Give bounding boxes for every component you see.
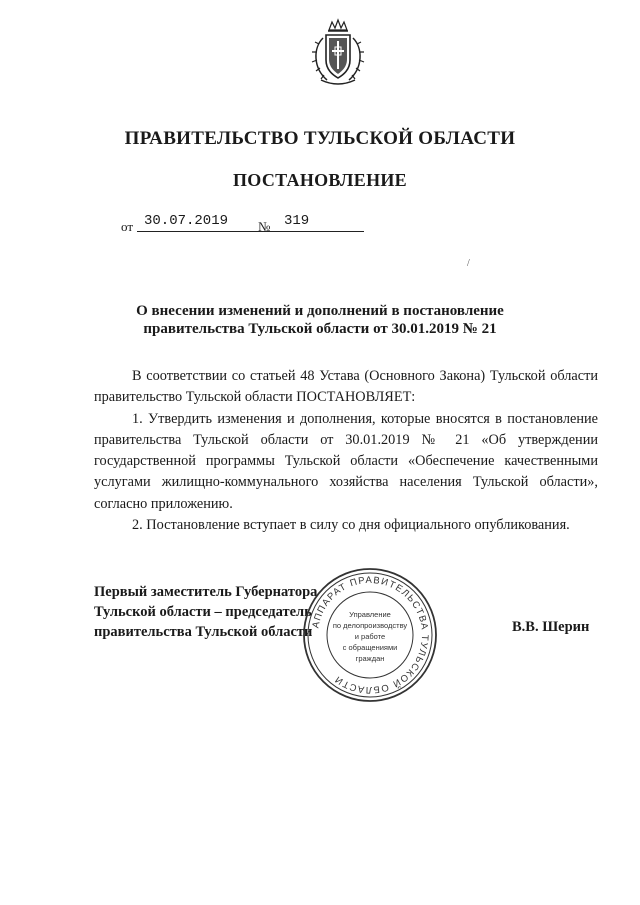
stamp-inner-line-4: с обращениями [342,643,398,652]
stamp-inner-line-3: и работе [354,632,386,641]
stamp-inner-line-2: по делопроизводству [332,621,408,630]
government-name: ПРАВИТЕЛЬСТВО ТУЛЬСКОЙ ОБЛАСТИ [124,128,516,149]
body-paragraph-2: 1. Утвердить изменения и дополнения, которые вносятся в постановление правительства Тульской области от 30.01.2019 № 21 «Об утверждении государственной программы Тульской области «Обеспечение качественными услугами жилищно-коммунального хозяйства населения Тульской области», согласно приложению. [94,410,598,512]
stray-mark: / [467,258,470,269]
date-value: 30.07.2019 [144,213,229,229]
stamp-inner-line-1: Управление [349,610,391,619]
official-stamp [300,565,440,705]
subject-line-1: О внесении изменений и дополнений в постановление [136,303,504,319]
signer-name: В.В. Шерин [512,619,590,635]
number-value: 319 [284,213,310,229]
document-body [94,366,598,536]
date-underline [137,231,276,232]
signer-line-2: Тульской области – председатель [94,604,312,620]
number-label: № [258,219,271,234]
date-label: от [121,219,134,234]
subject-line-2: правительства Тульской области от 30.01.2019 № 21 [143,321,497,337]
stamp-outer-text: АППАРАТ ПРАВИТЕЛЬСТВА ТУЛЬСКОЙ ОБЛАСТИ [310,574,431,696]
signer-line-3: правительства Тульской области [94,624,313,640]
document-type: ПОСТАНОВЛЕНИЕ [233,170,407,190]
signer-title [94,582,317,642]
body-paragraph-3: 2. Постановление вступает в силу со дня официального опубликования. [132,517,570,534]
document-subject [100,302,540,338]
document-meta [121,213,381,235]
signer-line-1: Первый заместитель Губернатора [94,584,318,600]
number-underline [274,231,364,232]
body-paragraph-1: В соответствии со статьей 48 Устава (Основного Закона) Тульской области правительство Тульской области ПОСТАНОВЛЯЕТ: [94,368,598,406]
stamp-inner-line-5: граждан [355,654,385,663]
tula-coat-of-arms-icon [309,18,367,88]
